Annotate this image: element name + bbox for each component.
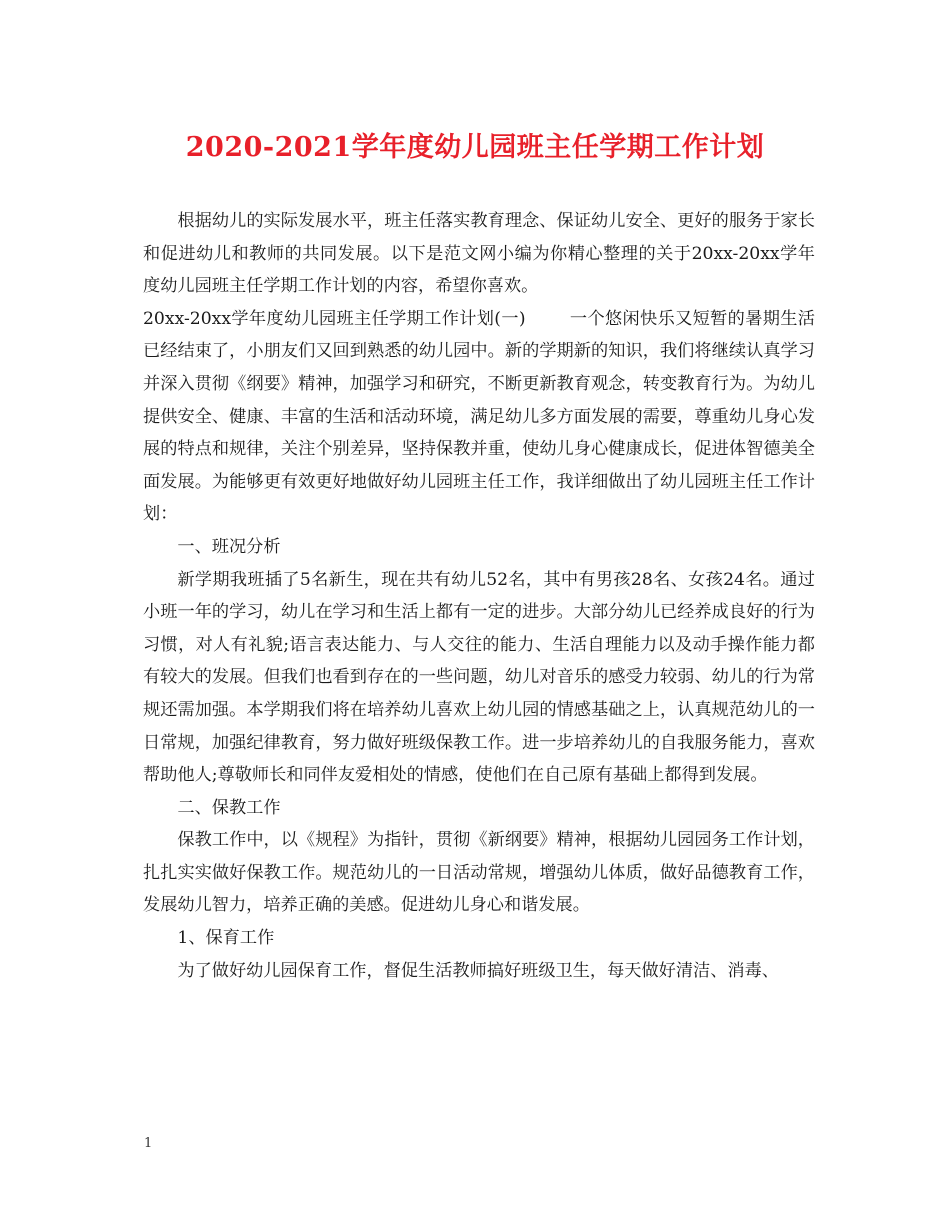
nursing-paragraph: 为了做好幼儿园保育工作，督促生活教师搞好班级卫生，每天做好清洁、消毒、 bbox=[177, 960, 779, 981]
section-heading-class-analysis: 一、班况分析 bbox=[177, 536, 281, 557]
plan-intro-text: 一个悠闲快乐又短暂的暑期生活已经结束了，小朋友们又回到熟悉的幼儿园中。新的学期新的知识，我们将继续认真学习并深入贯彻《纲要》精神，加强学习和研究，不断更新教育观念，转变教育行为。为幼儿提供安全、健康、丰富的生活和活动环境，满足幼儿多方面发展的需要，尊重幼儿身心发展的特点和规律，关注个别差异，坚持保教并重，使幼儿身心健康成长，促进体智德美全面发展。为能够更有效更好地做好幼儿园班主任工作，我详细做出了幼儿园班主任工作计划： bbox=[143, 308, 815, 525]
care-education-paragraph: 保教工作中，以《规程》为指针，贯彻《新纲要》精神，根据幼儿园园务工作计划，扎扎实实做好保教工作。规范幼儿的一日活动常规，增强幼儿体质，做好品德教育工作，发展幼儿智力，培养正确的美感。促进幼儿身心和谐发展。 bbox=[143, 830, 815, 916]
plan-heading: 20xx-20xx学年度幼儿园班主任学期工作计划(一) bbox=[143, 308, 526, 329]
intro-paragraph: 根据幼儿的实际发展水平，班主任落实教育理念、保证幼儿安全、更好的服务于家长和促进幼儿和教师的共同发展。以下是范文网小编为你精心整理的关于20xx-20xx学年度幼儿园班主任学期工作计划的内容，希望你喜欢。 bbox=[143, 211, 815, 297]
document-body bbox=[143, 205, 815, 987]
document-title: 2020-2021学年度幼儿园班主任学期工作计划 bbox=[185, 132, 765, 163]
section-heading-care-education: 二、保教工作 bbox=[177, 797, 281, 818]
subsection-heading-nursing: 1、保育工作 bbox=[177, 928, 275, 949]
class-analysis-paragraph: 新学期我班插了5名新生，现在共有幼儿52名，其中有男孩28名、女孩24名。通过小班一年的学习，幼儿在学习和生活上都有一定的进步。大部分幼儿已经养成良好的行为习惯，对人有礼貌;语言表达能力、与人交往的能力、生活自理能力以及动手操作能力都有较大的发展。但我们也看到存在的一些问题，幼儿对音乐的感受力较弱、幼儿的行为常规还需加强。本学期我们将在培养幼儿喜欢上幼儿园的情感基础之上，认真规范幼儿的一日常规，加强纪律教育，努力做好班级保教工作。进一步培养幼儿的自我服务能力，喜欢帮助他人;尊敬师长和同伴友爱相处的情感，使他们在自己原有基础上都得到发展。 bbox=[143, 569, 815, 786]
plan-paragraph bbox=[143, 303, 815, 531]
page-number: 1 bbox=[144, 1136, 153, 1151]
